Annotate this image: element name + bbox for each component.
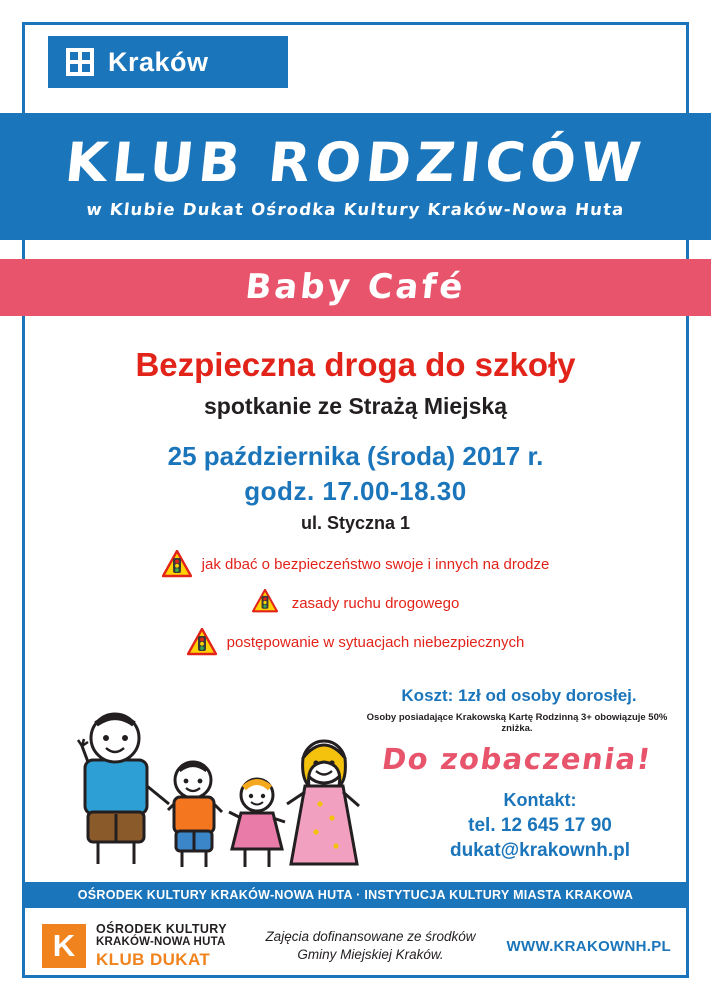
krakow-logo-label: Kraków <box>108 46 209 77</box>
baby-cafe-band <box>0 259 711 316</box>
dukat-logo-line1: OŚRODEK KULTURY <box>96 922 227 936</box>
list-item <box>0 550 711 578</box>
cost-text: Koszt: 1zł od osoby dorosłej. <box>401 686 637 705</box>
see-you-text: Do zobaczenia! <box>379 742 655 776</box>
family-illustration <box>52 700 382 880</box>
dukat-k-icon: K <box>42 924 86 968</box>
footer-institution-bar: OŚRODEK KULTURY KRAKÓW-NOWA HUTA · INSTYTUCJA KULTURY MIASTA KRAKOWA <box>25 882 686 908</box>
funding-line2: Gminy Miejskiej Kraków. <box>297 947 444 963</box>
discount-text: Osoby posiadające Krakowską Kartę Rodzinną 3+ obowiązuje 50% zniżka. <box>366 712 668 734</box>
list-item <box>0 589 711 617</box>
list-item-label: jak dbać o bezpieczeństwo swoje i innych na drodze <box>201 555 550 573</box>
warning-triangle-icon <box>252 589 282 617</box>
krakow-city-logo <box>48 36 288 88</box>
event-date: 25 października (środa) 2017 r. <box>167 441 544 471</box>
dukat-logo-text <box>96 922 227 969</box>
event-address: ul. Styczna 1 <box>300 513 411 533</box>
warning-triangle-icon <box>162 550 192 578</box>
event-title: Bezpieczna droga do szkoły <box>135 346 576 383</box>
dukat-logo-line3: KLUB DUKAT <box>96 949 211 969</box>
club-title: KLUB RODZICÓW <box>62 131 649 194</box>
event-subtitle: spotkanie ze Strażą Miejską <box>204 393 507 419</box>
topics-list <box>0 550 711 667</box>
website-url[interactable]: WWW.KRAKOWNH.PL <box>506 938 671 955</box>
klub-dukat-logo <box>42 922 227 969</box>
funding-note <box>258 928 483 964</box>
dukat-logo-line2: KRAKÓW-NOWA HUTA <box>96 936 226 949</box>
event-time: godz. 17.00-18.30 <box>244 476 467 506</box>
list-item-label: zasady ruchu drogowego <box>291 594 460 612</box>
baby-cafe-title: Baby Café <box>243 267 468 307</box>
contact-email[interactable]: dukat@krakownh.pl <box>449 840 631 861</box>
list-item <box>0 628 711 656</box>
contact-phone: tel. 12 645 17 90 <box>468 815 612 836</box>
club-title-band <box>0 113 711 240</box>
krakow-crest-icon <box>66 48 94 76</box>
club-subtitle: w Klubie Dukat Ośrodka Kultury Kraków-Nowa Huta <box>85 200 626 219</box>
funding-line1: Zajęcia dofinansowane ze środków <box>265 929 476 944</box>
contact-label: Kontakt: <box>503 790 577 810</box>
warning-triangle-icon <box>187 628 217 656</box>
list-item-label: postępowanie w sytuacjach niebezpiecznych <box>226 633 525 651</box>
